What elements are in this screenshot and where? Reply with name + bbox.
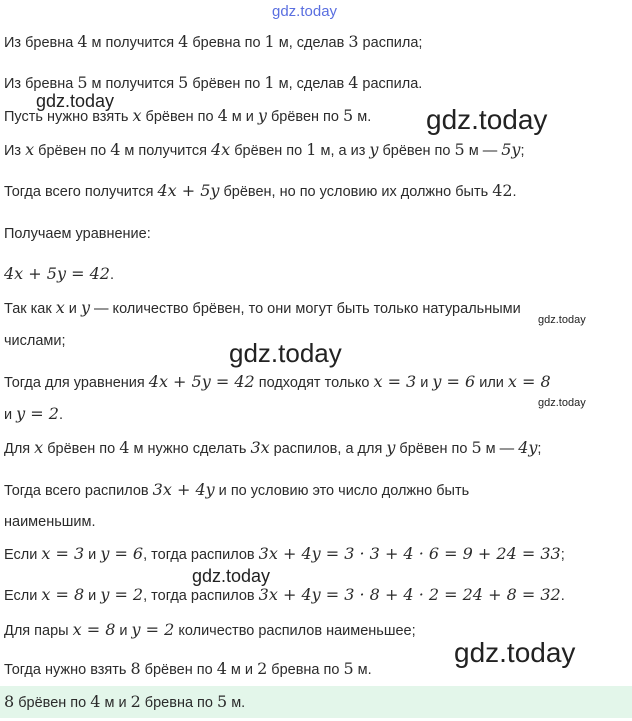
text-line-6: Получаем уравнение: bbox=[4, 226, 151, 242]
text-line-8: Так как x и y — количество брёвен, то они могут быть только натуральными bbox=[4, 298, 521, 317]
watermark: gdz.today bbox=[229, 338, 342, 368]
watermark-top: gdz.today bbox=[272, 3, 338, 20]
text-line-3: Пусть нужно взять x брёвен по 4 м и y брёвен по 5 м. bbox=[4, 106, 372, 125]
text-line-5: Тогда всего получится 4x + 5y брёвен, но по условию их должно быть 42. bbox=[4, 181, 517, 200]
text-line-16: Если x = 8 и y = 2, тогда распилов 3x + 4y = 3 · 8 + 4 · 2 = 24 + 8 = 32. bbox=[4, 585, 565, 604]
watermark: gdz.today bbox=[538, 314, 586, 326]
text-line-15: Если x = 3 и y = 6, тогда распилов 3x + 4y = 3 · 3 + 4 · 6 = 9 + 24 = 33; bbox=[4, 544, 565, 563]
watermark: gdz.today bbox=[426, 104, 548, 135]
text-line-1: Из бревна 4 м получится 4 бревна по 1 м, сделав 3 распила; bbox=[4, 32, 423, 51]
text-line-14: наименьшим. bbox=[4, 514, 96, 530]
text-line-2: Из бревна 5 м получится 5 брёвен по 1 м, сделав 4 распила. bbox=[4, 73, 423, 92]
text-line-12: Для x брёвен по 4 м нужно сделать 3x распилов, а для y брёвен по 5 м — 4y; bbox=[4, 438, 542, 457]
watermark: gdz.today bbox=[36, 91, 115, 111]
equation-line: 4x + 5y = 42. bbox=[4, 264, 114, 283]
text-line-11: и y = 2. bbox=[4, 404, 63, 423]
watermark: gdz.today bbox=[192, 566, 271, 586]
text-line-9: числами; bbox=[4, 333, 66, 349]
watermark: gdz.today bbox=[538, 397, 586, 409]
watermark: gdz.today bbox=[454, 637, 576, 668]
answer-text: 8 брёвен по 4 м и 2 бревна по 5 м. bbox=[4, 692, 246, 711]
answer-box bbox=[0, 686, 632, 718]
text-line-10: Тогда для уравнения 4x + 5y = 42 подходят только x = 3 и y = 6 или x = 8 bbox=[4, 372, 551, 391]
text-line-17: Для пары x = 8 и y = 2 количество распилов наименьшее; bbox=[4, 620, 416, 639]
text-line-13: Тогда всего распилов 3x + 4y и по условию это число должно быть bbox=[4, 480, 470, 499]
text-line-18: Тогда нужно взять 8 брёвен по 4 м и 2 бревна по 5 м. bbox=[4, 659, 372, 678]
text-line-4: Из x брёвен по 4 м получится 4x брёвен по 1 м, а из y брёвен по 5 м — 5y; bbox=[4, 140, 525, 159]
